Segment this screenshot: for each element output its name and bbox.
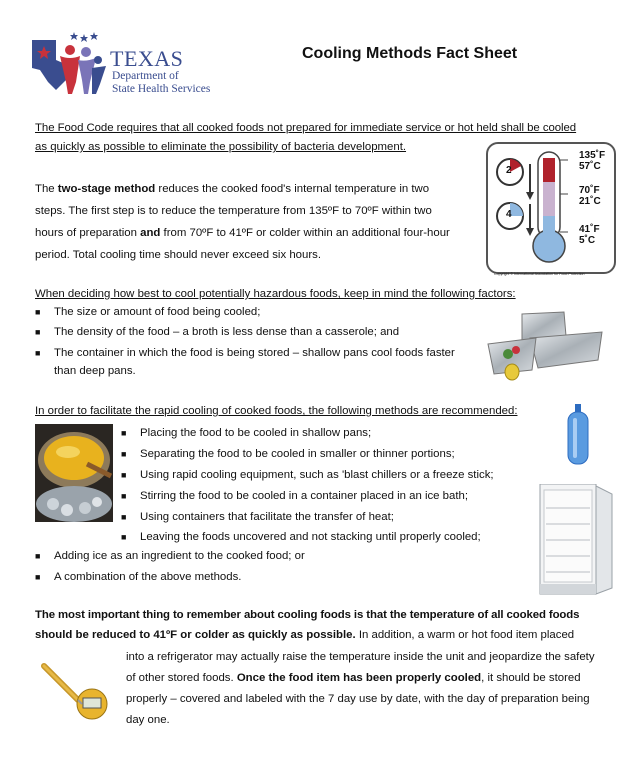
bullet-icon: ■ [121,449,127,459]
factors-heading: When deciding how best to cool potentially hazardous foods, keep in mind the following factors: [35,288,516,300]
closing-line-2: should be reduced to 41ºF or colder as quickly as possible. In addition, a warm or hot food item placed [35,629,575,641]
blast-chiller-image [538,484,614,596]
two-stage-line-4: period. Total cooling time should never exceed six hours. [35,249,321,261]
bullet-icon: ■ [121,512,127,522]
closing-line-4: of other stored foods. Once the food item has been properly cooled, it should be stored [126,672,581,684]
bullet-icon: ■ [121,532,127,542]
temp-70f: 70˚F [579,185,600,196]
closing-line-3: into a refrigerator may actually raise the temperature inside the unit and jeopardize the safety [126,651,595,663]
temp-57c: 57˚C [579,161,601,172]
freeze-stick-image [565,404,591,466]
bullet-icon: ■ [35,551,41,561]
temp-135f: 135˚F [579,150,606,161]
temp-21c: 21˚C [579,196,601,207]
logo-department: Department of [112,70,179,82]
closing-line-5: properly – covered and labeled with the 7 day use by date, with the day of preparation being [126,693,590,705]
temp-41f: 41˚F [579,224,600,235]
bullet-icon: ■ [35,307,41,317]
two-stage-line-3: hours of preparation and from 70ºF to 41ºF or colder within an additional four-hour [35,227,450,239]
page-title: Cooling Methods Fact Sheet [302,45,518,62]
clock-4-hours-label: 4 [506,209,512,220]
bullet-icon: ■ [121,428,127,438]
clock-2-hours-label: 2 [506,165,512,176]
cooling-thermometer-graphic [486,142,616,274]
bullet-icon: ■ [121,491,127,501]
logo-state-health-services: State Health Services [112,83,211,95]
dshs-logo-figures [30,30,110,98]
bullet-icon: ■ [35,327,41,337]
methods-heading: In order to facilitate the rapid cooling of cooked foods, the following methods are recommended: [35,405,518,417]
ice-bath-pot-image [35,424,113,522]
closing-line-6: day one. [126,714,170,726]
thermometer-copyright: Copyright © International Association for Food Protection [494,272,585,276]
logo-texas: TEXAS [110,46,184,71]
bullet-icon: ■ [35,572,41,582]
two-stage-paragraph [35,178,475,266]
probe-thermometer-image [38,660,110,724]
factor-item-continuation: than deep pans. [54,365,136,377]
steam-pans-image [486,310,604,382]
dshs-logo [30,30,230,100]
temp-5c: 5˚C [579,235,596,246]
two-stage-line-1: The two-stage method reduces the cooked food's internal temperature in two [35,183,430,195]
bullet-icon: ■ [35,348,41,358]
bullet-icon: ■ [121,470,127,480]
intro-line-1: The Food Code requires that all cooked foods not prepared for immediate service or hot held shall be cooled [35,122,577,134]
intro-line-2: as quickly as possible to eliminate the possibility of bacteria development. [35,141,407,153]
two-stage-line-2: steps. The first step is to reduce the temperature from 135ºF to 70ºF within two [35,205,432,217]
closing-bold-line-1: The most important thing to remember about cooling foods is that the temperature of all cooked foods [35,609,580,621]
